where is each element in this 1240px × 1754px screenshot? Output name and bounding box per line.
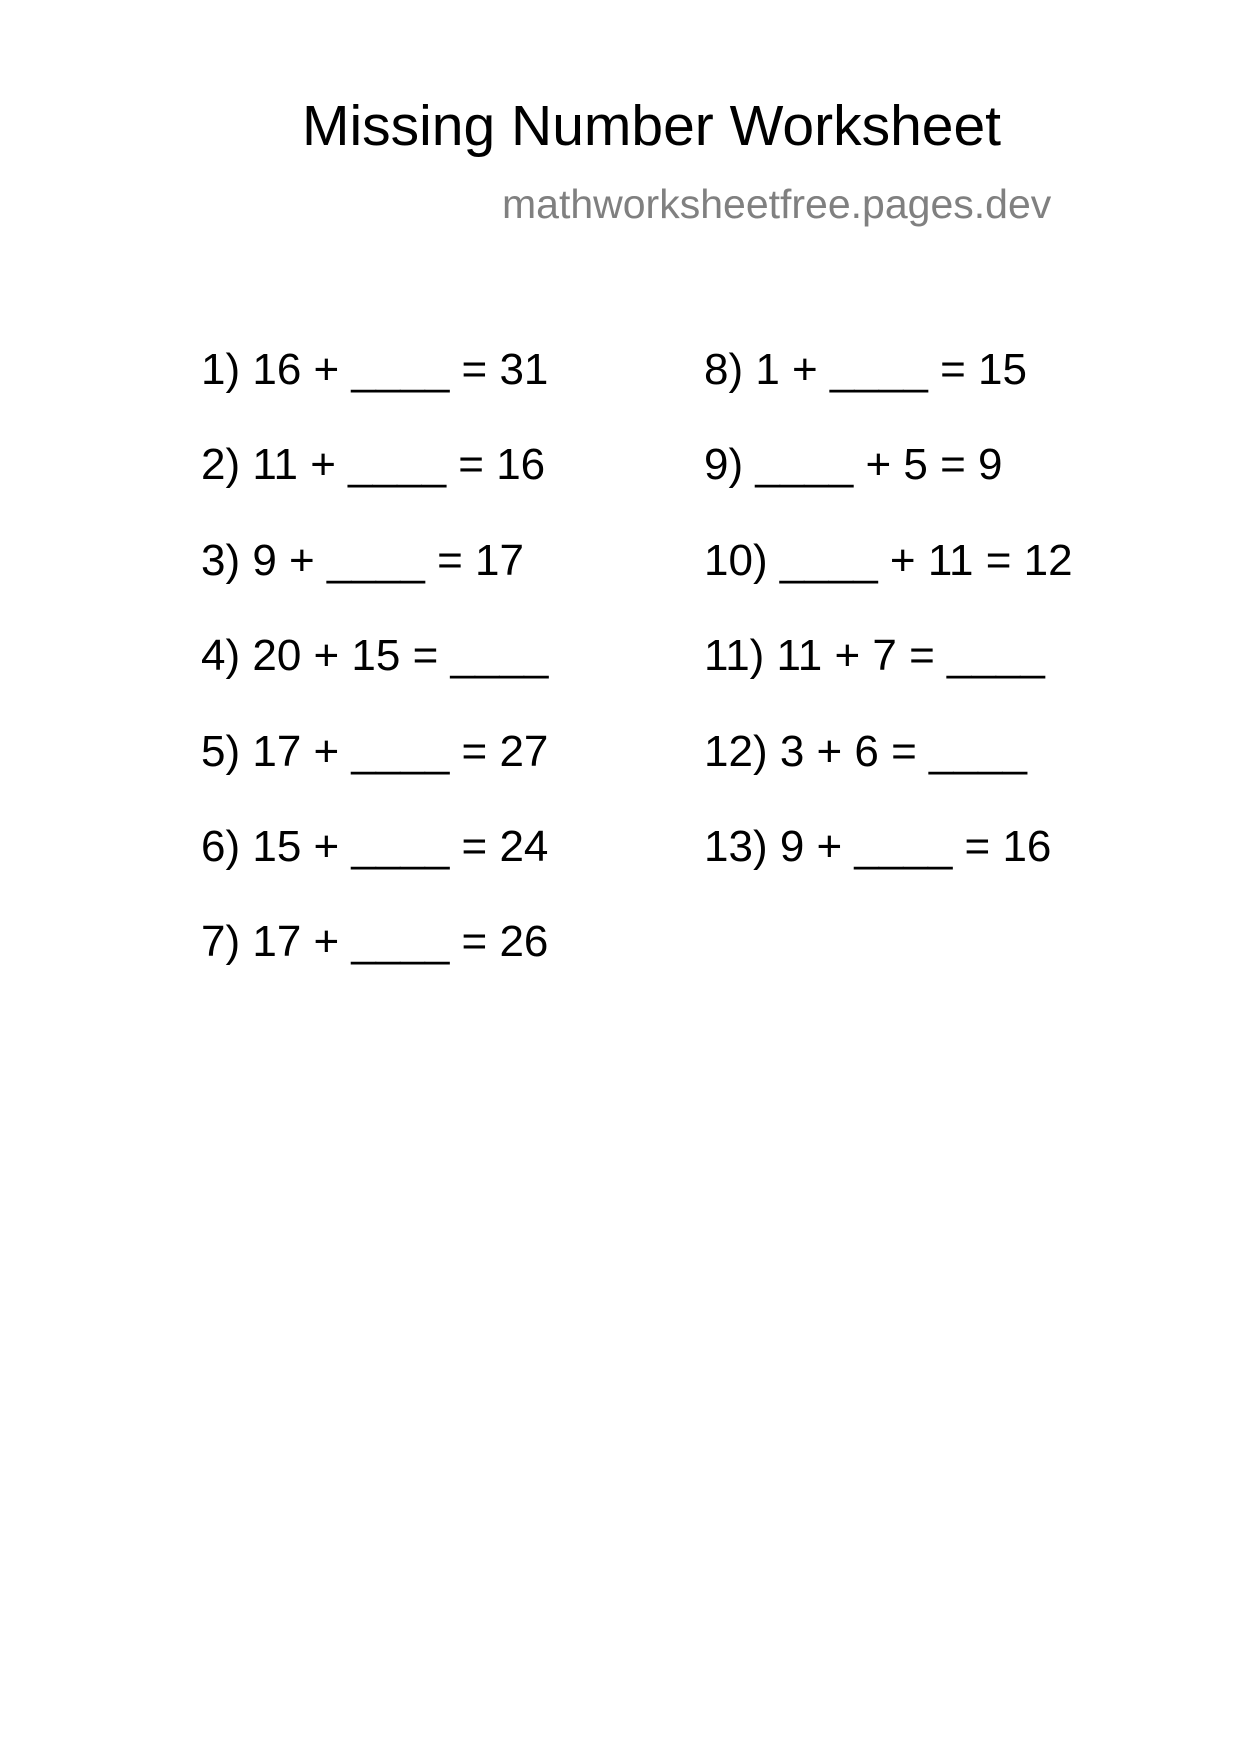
problem-item: 13) 9 + ____ = 16 bbox=[704, 821, 1052, 871]
problem-item: 9) ____ + 5 = 9 bbox=[704, 440, 1003, 490]
problem-item: 8) 1 + ____ = 15 bbox=[704, 345, 1027, 394]
problem-item: 7) 17 + ____ = 26 bbox=[201, 917, 549, 967]
page-title: Missing Number Worksheet bbox=[302, 94, 1002, 158]
problem-item: 10) ____ + 11 = 12 bbox=[704, 535, 1073, 585]
problem-column-right bbox=[704, 345, 1073, 920]
problem-item: 5) 17 + ____ = 27 bbox=[201, 726, 549, 776]
problem-item: 2) 11 + ____ = 16 bbox=[201, 440, 546, 490]
problem-item: 4) 20 + 15 = ____ bbox=[201, 631, 549, 681]
problem-item: 12) 3 + 6 = ____ bbox=[704, 726, 1027, 776]
problem-column-left bbox=[201, 345, 549, 1016]
problem-item: 3) 9 + ____ = 17 bbox=[201, 535, 524, 585]
problem-item: 6) 15 + ____ = 24 bbox=[201, 821, 549, 871]
source-url: mathworksheetfree.pages.dev bbox=[502, 181, 1052, 227]
problem-item: 11) 11 + 7 = ____ bbox=[704, 631, 1045, 681]
problem-item: 1) 16 + ____ = 31 bbox=[201, 345, 549, 394]
